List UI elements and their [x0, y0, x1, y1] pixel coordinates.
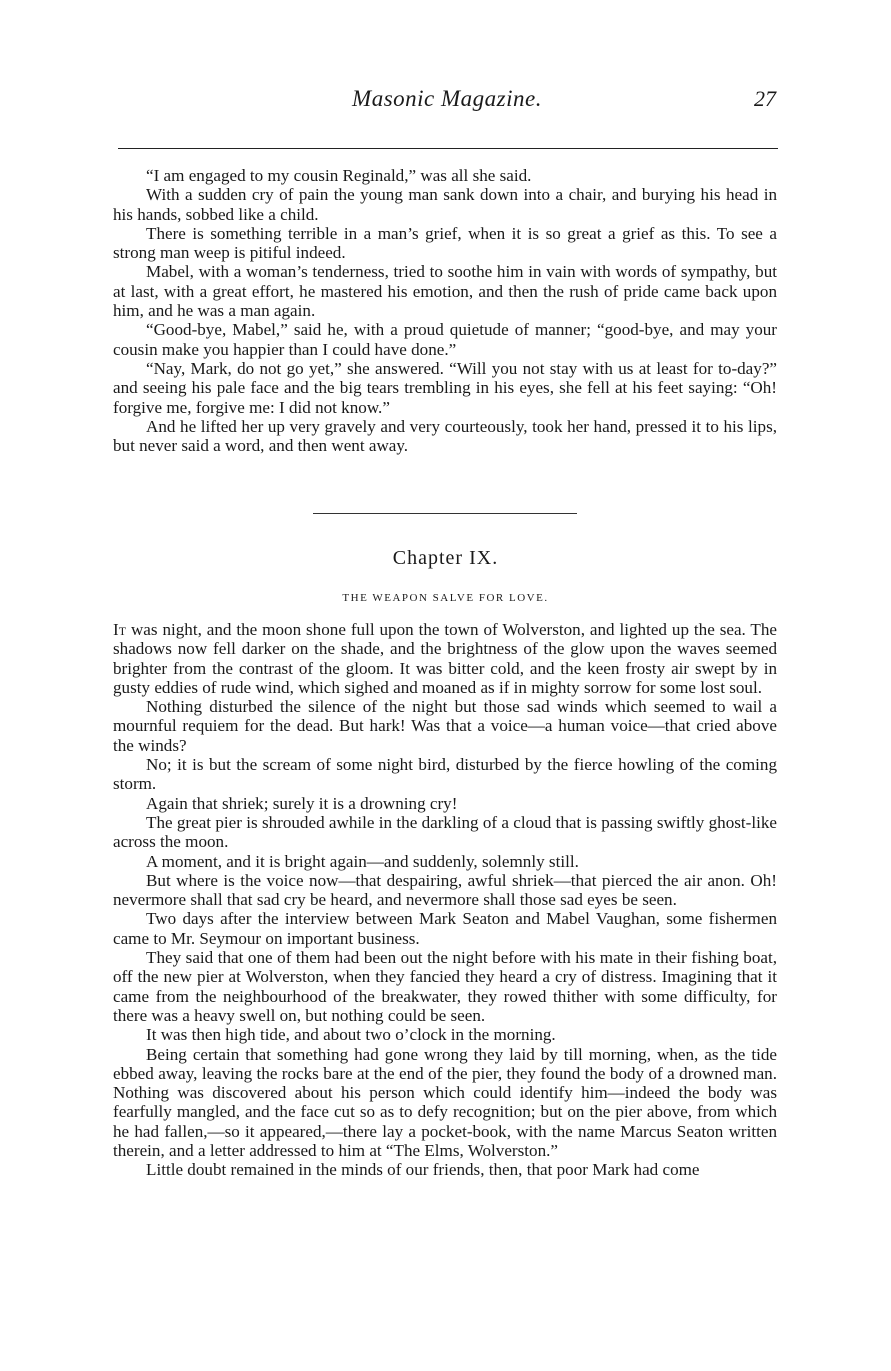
- opening-paragraph: [113, 620, 777, 697]
- paragraph: Mabel, with a woman’s tenderness, tried to soothe him in vain with words of sympathy, but at last, with a great effort, he mastered his emotion, and then the rush of pride came back upon him, and he was a man again.: [113, 262, 777, 321]
- paragraph: It was then high tide, and about two o’clock in the morning.: [146, 1025, 556, 1045]
- paragraph: “Good-bye, Mabel,” said he, with a proud quietude of manner; “good-bye, and may your cousin make you happier than I could have done.”: [113, 320, 777, 359]
- paragraph: With a sudden cry of pain the young man sank down into a chair, and burying his head in his hands, sobbed like a child.: [113, 185, 777, 224]
- paragraph: The great pier is shrouded awhile in the darkling of a cloud that is passing swiftly ghost-like across the moon.: [113, 812, 777, 852]
- paragraph: Two days after the interview between Mark Seaton and Mabel Vaughan, some fishermen came to Mr. Seymour on important business.: [113, 909, 777, 948]
- opening-word: It: [113, 620, 127, 639]
- paragraph: Little doubt remained in the minds of our friends, then, that poor Mark had come: [146, 1160, 700, 1180]
- paragraph: “Nay, Mark, do not go yet,” she answered. “Will you not stay with us at least for to-day?” and seeing his pale face and the big tears trembling in his eyes, she fell at his feet saying: “Oh! forgive me, forgive me: I did not know.”: [113, 358, 777, 417]
- section-one-text: [113, 166, 777, 455]
- section-separator-rule: [313, 513, 577, 514]
- paragraph: No; it is but the scream of some night bird, disturbed by the fierce howling of the coming storm.: [113, 755, 777, 794]
- chapter-subtitle: THE WEAPON SALVE FOR LOVE.: [342, 592, 549, 604]
- paragraph: But where is the voice now—that despairing, awful shriek—that pierced the air anon. Oh! nevermore shall that sad cry be heard, and nevermore shall those sad eyes be seen.: [113, 870, 777, 910]
- paragraph: Again that shriek; surely it is a drowning cry!: [146, 793, 458, 813]
- header-rule: [118, 148, 778, 149]
- running-title: Masonic Magazine.: [352, 86, 542, 111]
- page-number: 27: [754, 86, 776, 111]
- paragraph: There is something terrible in a man’s grief, when it is so great a grief as this. To see a strong man weep is pitiful indeed.: [113, 223, 777, 263]
- paragraph: “I am engaged to my cousin Reginald,” was all she said.: [146, 166, 532, 185]
- paragraph: A moment, and it is bright again—and suddenly, solemnly still.: [146, 851, 579, 871]
- paragraph: Being certain that something had gone wrong they laid by till morning, when, as the tide ebbed away, leaving the rocks bare at the end of the pier, they found the body of a drowned man. Nothing was discovered about his person which could identify him—indeed the body was fearfully mangled, and the face cut so as to defy recognition; but on the pier above, from which he had fallen,—so it appeared,—there lay a pocket-book, with the name Marcus Seaton written therein, and a letter addressed to him at “The Elms, Wolverston.”: [113, 1044, 777, 1161]
- paragraph: Nothing disturbed the silence of the night but those sad winds which seemed to wail a mournful requiem for the dead. But hark! Was that a voice—a human voice—that cried above the winds?: [113, 697, 777, 755]
- opening-paragraph-text: was night, and the moon shone full upon the town of Wolverston, and lighted up the sea. The shadows now fell darker on the shade, and the brightness of the glow upon the waves seemed brighter from the contrast of the gloom. It was bitter cold, and the keen frosty air swept by in gusty eddies of rude wind, which sighed and moaned as if in mighty sorrow for some lost soul.: [113, 620, 777, 697]
- chapter-title: Chapter IX.: [392, 547, 499, 569]
- paragraph: And he lifted her up very gravely and very courteously, took her hand, pressed it to his lips, but never said a word, and then went away.: [113, 416, 777, 456]
- paragraph: They said that one of them had been out the night before with his mate in their fishing boat, off the new pier at Wolverston, when they fancied they heard a cry of distress. Imagining that it came from the neighbourhood of the breakwater, they rowed thither with some difficulty, for there was a heavy swell on, but nothing could be seen.: [113, 948, 777, 1025]
- section-two-text: [113, 620, 777, 1180]
- running-head: [118, 86, 776, 116]
